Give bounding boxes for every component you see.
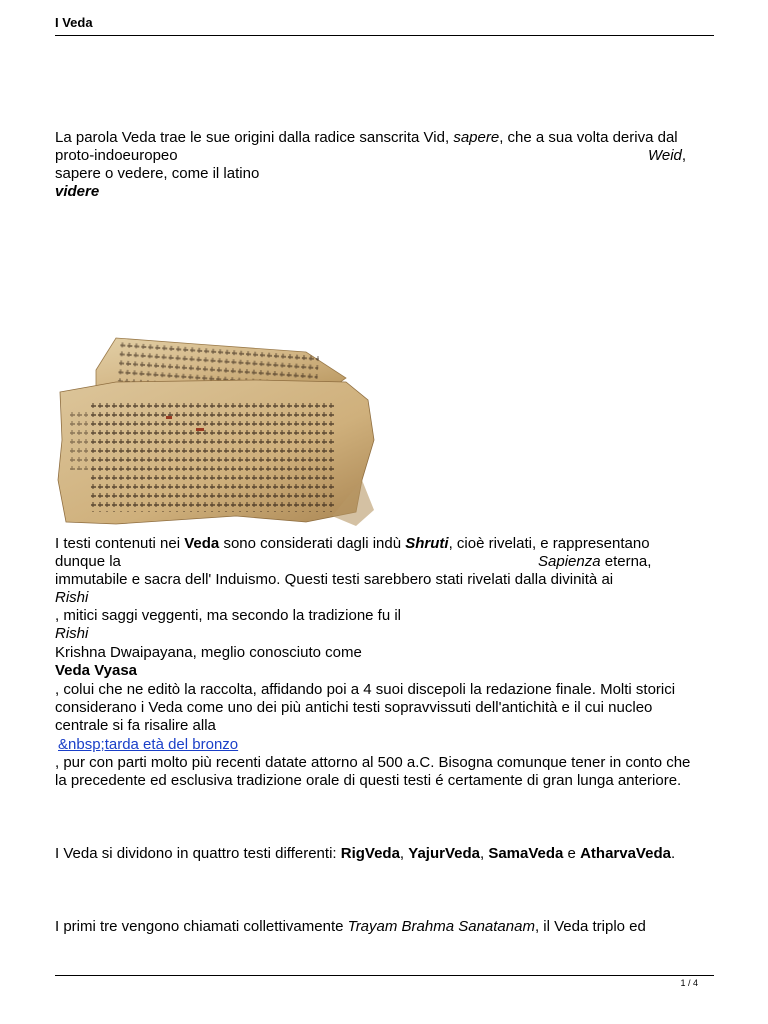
p2-line-13: , pur con parti molto più recenti datate attorno al 500 a.C. Bisogna comunque tener in conto che — [55, 754, 691, 771]
p2-line-6: Rishi — [55, 625, 89, 642]
p1-line-4: videre — [55, 183, 100, 200]
footer-rule — [55, 975, 714, 976]
p2-line-4: Rishi — [55, 589, 89, 606]
page-number: 1 / 4 — [680, 978, 698, 988]
p2-line-1: I testi contenuti nei Veda sono considerati dagli indù Shruti, cioè rivelati, e rappresentano — [55, 535, 650, 552]
p4-line-1: I primi tre vengono chiamati collettivamente Trayam Brahma Sanatanam, il Veda triplo ed — [55, 918, 646, 935]
header-rule — [55, 35, 714, 36]
p2-line-2: dunque la — [55, 553, 121, 570]
p2-line-3: immutabile e sacra dell' Induismo. Questi testi sarebbero stati rivelati dalla divinità ai — [55, 571, 614, 588]
p3-line-1: I Veda si dividono in quattro testi differenti: RigVeda, YajurVeda, SamaVeda e AtharvaVeda. — [55, 845, 676, 862]
p2-line-7: Krishna Dwaipayana, meglio conosciuto come — [55, 644, 362, 661]
p2-line-11: centrale si fa risalire alla — [55, 717, 216, 734]
bronze-age-link[interactable]: &nbsp;tarda età del bronzo — [58, 736, 239, 753]
document-title: I Veda — [55, 15, 93, 30]
p1-line-2: proto-indoeuropeo — [55, 147, 178, 164]
p2-line-9: , colui che ne editò la raccolta, affidando poi a 4 suoi discepoli la redazione finale. Molti storici — [55, 681, 676, 698]
p2-line-14: la precedente ed esclusiva tradizione orale di questi testi é certamente di gran lunga anteriore. — [55, 772, 682, 789]
p2-line-2-right: Sapienza eterna, — [538, 553, 652, 570]
p1-line-1: La parola Veda trae le sue origini dalla radice sanscrita Vid, sapere, che a sua volta deriva dal — [55, 129, 678, 146]
p2-line-8: Veda Vyasa — [55, 662, 138, 679]
p2-line-10: considerano i Veda come uno dei più antichi testi sopravvissuti dell'antichità e il cui nucleo — [55, 699, 653, 716]
p1-line-3: sapere o vedere, come il latino — [55, 165, 260, 182]
sanskrit-manuscript-image — [56, 330, 378, 530]
p2-line-5: , mitici saggi veggenti, ma secondo la tradizione fu il — [55, 607, 402, 624]
p1-line-2-right: Weid, — [648, 147, 687, 164]
